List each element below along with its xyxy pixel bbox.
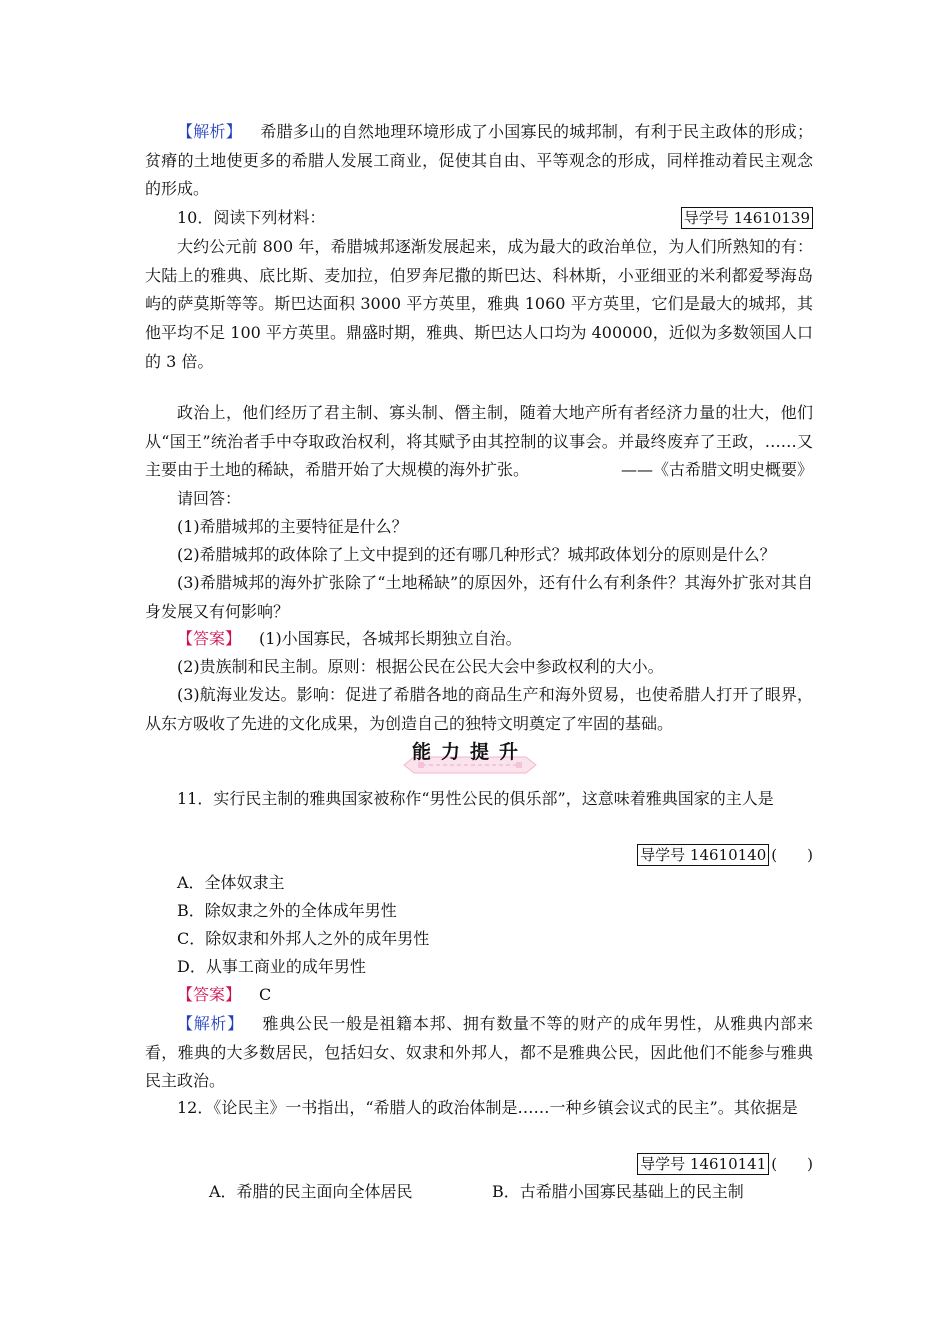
q10-answer-3: (3)航海业发达。影响：促进了希腊各地的商品生产和海外贸易，也使希腊人打开了眼界，从东方吸收了先进的文化成果，为创造自己的独特文明奠定了牢固的基础。: [145, 685, 813, 733]
q11-ref-box: 导学号 14610140: [637, 844, 769, 866]
q11-option-b: B．除奴隶之外的全体成年男性: [177, 901, 397, 920]
q11-option-a: A．全体奴隶主: [177, 873, 285, 892]
q12-answer-paren: ( ): [771, 1155, 813, 1173]
q12-options-row: [145, 1178, 813, 1207]
q12-stem: 12．《论民主》一书指出，“希腊人的政治体制是……一种乡镇会议式的民主”。其依据是: [177, 1098, 798, 1117]
q10-source: ——《古希腊文明史概要》: [620, 460, 813, 479]
q9-analysis: [145, 118, 813, 204]
q10-answer-2: (2)贵族制和民主制。原则：根据公民在公民大会中参政权利的大小。: [177, 657, 664, 676]
q10-stem-row: [145, 204, 813, 233]
q12-ref-row: [145, 1150, 813, 1179]
q11-option-c: C．除奴隶和外邦人之外的成年男性: [177, 929, 430, 948]
q11-stem: 11．实行民主制的雅典国家被称作“男性公民的俱乐部”，这意味着雅典国家的主人是: [177, 789, 774, 808]
q10-question-3: (3)希腊城邦的海外扩张除了“土地稀缺”的原因外，还有什么有利条件？其海外扩张对其自身发展又有何影响？: [145, 573, 813, 621]
analysis-text: 希腊多山的自然地理环境形成了小国寡民的城邦制，有利于民主政体的形成；贫瘠的土地使更多的希腊人发展工商业，促使其自由、平等观念的形成，同样推动着民主观念的形成。: [145, 122, 813, 199]
analysis-tag: 【解析】: [177, 1014, 244, 1033]
q12-option-b: B．古希腊小国寡民基础上的民主制: [492, 1182, 744, 1201]
q12-option-a: A．希腊的民主面向全体居民: [209, 1182, 413, 1201]
q11-option-d: D．从事工商业的成年男性: [177, 957, 366, 976]
section-title: 能力提升: [411, 741, 528, 763]
q10-material-p2: 政治上，他们经历了君主制、寡头制、僭主制，随着大地产所有者经济力量的壮大，他们从“国王”统治者手中夺取政治权利，将其赋予由其控制的议事会。并最终废弃了王政，……又主要由于土地的稀缺，希腊开始了大规模的海外扩张。: [145, 403, 813, 480]
section-banner: [400, 737, 540, 777]
q10-question-1: (1)希腊城邦的主要特征是什么？: [177, 517, 408, 536]
q10-answer-1: (1)小国寡民，各城邦长期独立自治。: [259, 629, 522, 648]
q10-material-p1: 大约公元前 800 年，希腊城邦逐渐发展起来，成为最大的政治单位，为人们所熟知的有：大陆上的雅典、底比斯、麦加拉，伯罗奔尼撒的斯巴达、科林斯，小亚细亚的米利都爱琴海岛屿的萨莫斯等等。斯巴达面积 3000 平方英里，雅典 1060 平方英里，它们是最大的城邦，其他平均不足 100 平方英里。鼎盛时期，雅典、斯巴达人口均为 400000，近似为多数领国人口的 3 倍。: [145, 237, 813, 371]
q11-answer-paren: ( ): [771, 846, 813, 864]
analysis-tag: 【解析】: [177, 122, 243, 141]
answer-tag: 【答案】: [177, 629, 242, 648]
q11-ref-row: [145, 841, 813, 870]
q10-answer-1-line: [145, 625, 813, 654]
q10-prompt: 请回答：: [177, 489, 242, 508]
answer-tag: 【答案】: [177, 985, 242, 1004]
q12-ref-box: 导学号 14610141: [637, 1153, 769, 1175]
q10-question-2: (2)希腊城邦的政体除了上文中提到的还有哪几种形式？城邦政体划分的原则是什么？: [177, 545, 776, 564]
q11-answer: C: [259, 985, 272, 1004]
q10-stem: 10．阅读下列材料：: [177, 208, 326, 227]
q11-analysis: [145, 1010, 813, 1096]
q11-answer-line: [145, 981, 813, 1010]
q11-analysis-text: 雅典公民一般是祖籍本邦、拥有数量不等的财产的成年男性，从雅典内部来看，雅典的大多数居民，包括妇女、奴隶和外邦人，都不是雅典公民，因此他们不能参与雅典民主政治。: [145, 1014, 813, 1091]
q10-ref-box: 导学号 14610139: [681, 207, 813, 229]
